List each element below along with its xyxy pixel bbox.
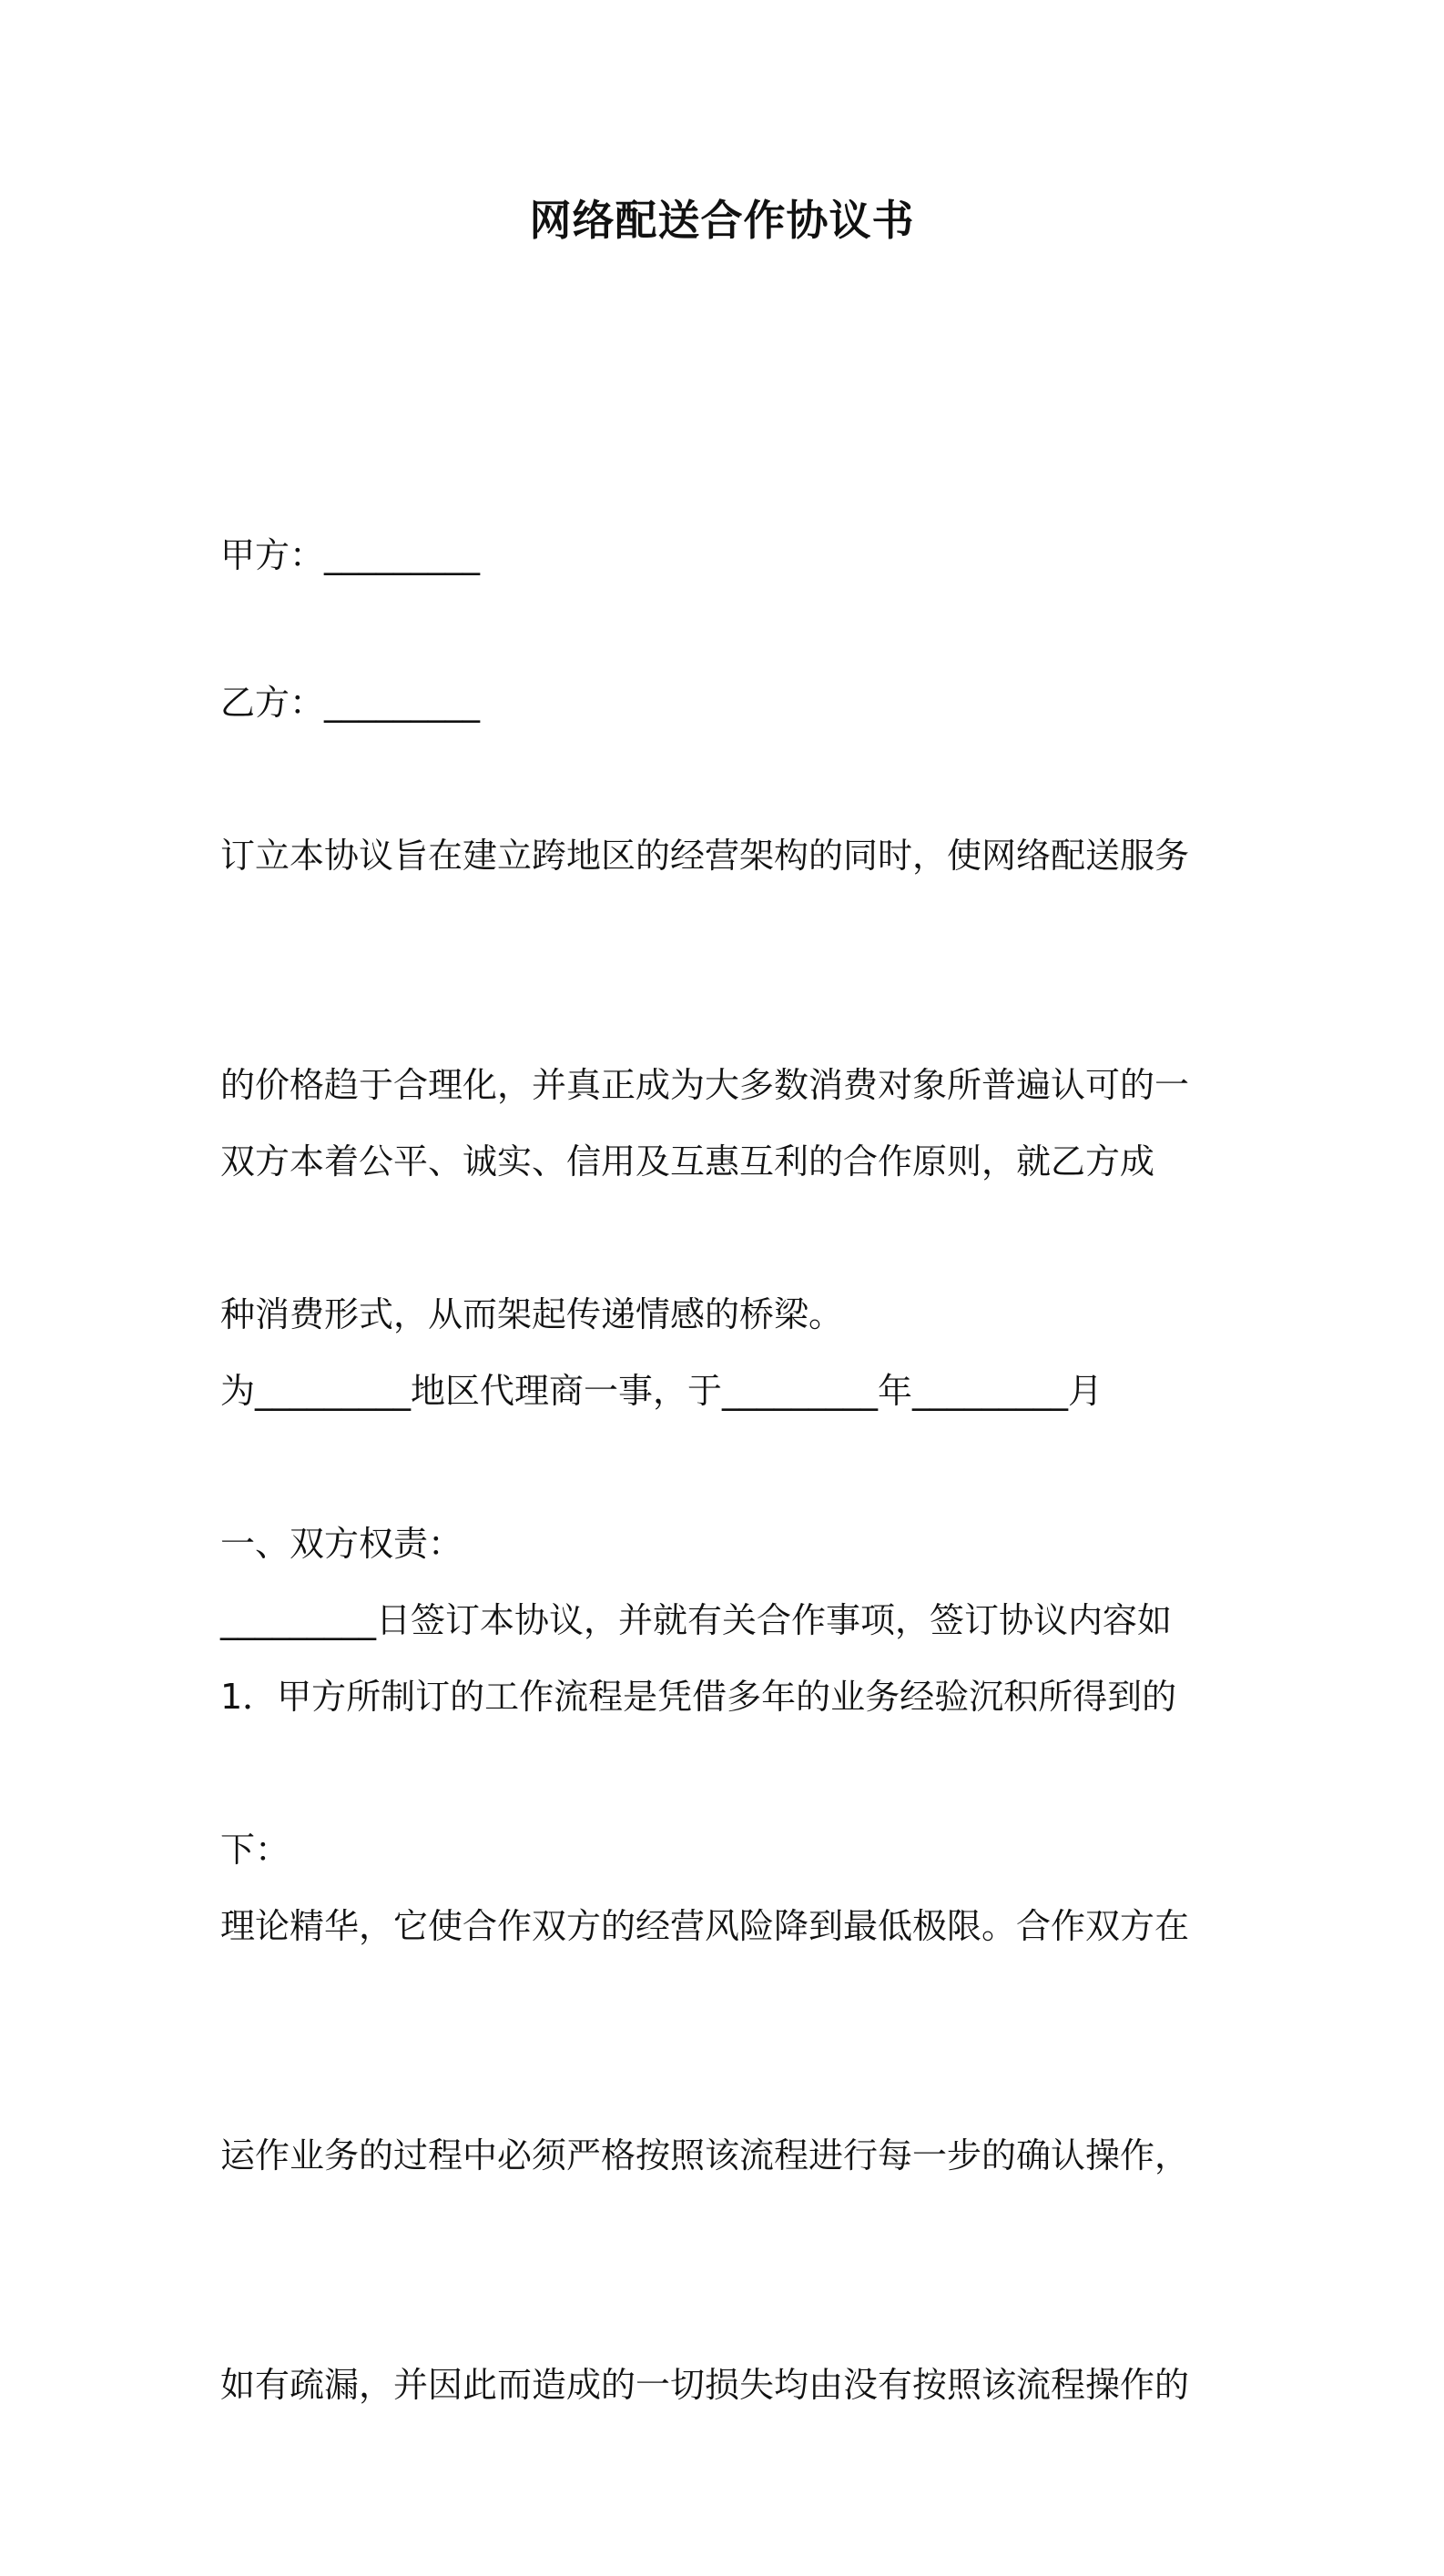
principle-line: _________日签订本协议，并就有关合作事项，签订协议内容如	[220, 1600, 1173, 1640]
clause-1-line: 理论精华，它使合作双方的经营风险降到最低极限。合作双方在	[220, 1906, 1190, 1946]
document-title: 网络配送合作协议书	[529, 196, 915, 245]
party-a-text: 甲方：_________	[220, 535, 481, 575]
section-1-heading: 一、双方权责：	[220, 1524, 463, 1564]
intro-line: 订立本协议旨在建立跨地区的经营架构的同时，使网络配送服务	[220, 836, 1190, 876]
principle-line: 双方本着公平、诚实、信用及互惠互利的合作原则，就乙方成	[220, 1141, 1155, 1182]
party-b-text: 乙方：_________	[220, 683, 481, 723]
principle-line: 为_________地区代理商一事，于_________年_________月	[220, 1371, 1103, 1411]
clause-1-line: 运作业务的过程中必须严格按照该流程进行每一步的确认操作，	[220, 2135, 1190, 2175]
clause-1-paragraph	[220, 1506, 1233, 2576]
principle-line: 下：	[220, 1830, 290, 1870]
clause-1-line: 1．甲方所制订的工作流程是凭借多年的业务经验沉积所得到的	[220, 1677, 1177, 1717]
clause-1-line: 如有疏漏，并因此而造成的一切损失均由没有按照该流程操作的	[220, 2365, 1190, 2405]
intro-line: 的价格趋于合理化，并真正成为大多数消费对象所普遍认可的一	[220, 1065, 1190, 1105]
intro-line: 种消费形式，从而架起传递情感的桥梁。	[220, 1294, 844, 1334]
